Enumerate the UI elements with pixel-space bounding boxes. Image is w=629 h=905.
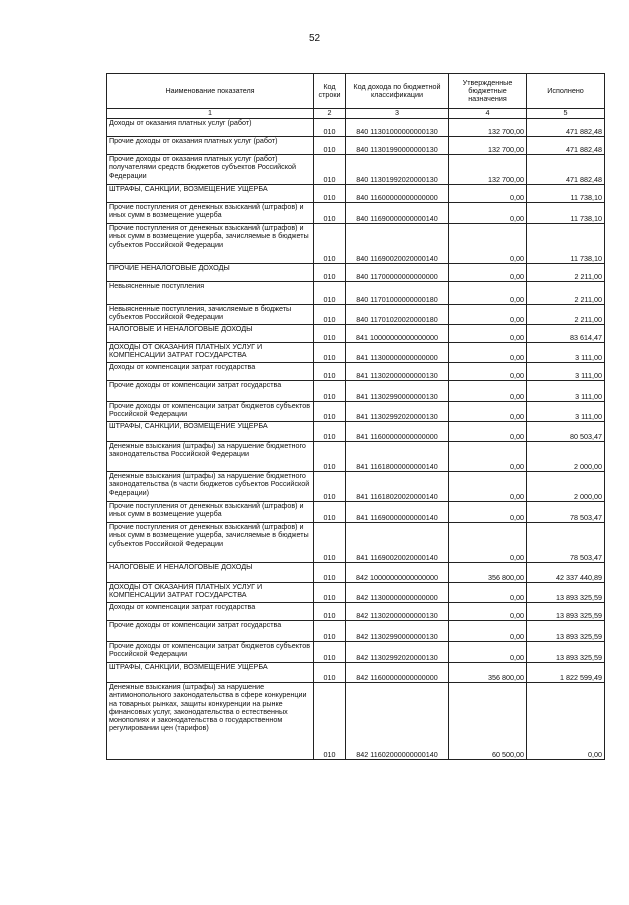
- income-code-cell: 841 10000000000000000: [346, 325, 449, 343]
- executed-amount-cell: 471 882,48: [527, 119, 605, 137]
- table-row: [107, 603, 605, 621]
- approved-amount-cell: 0,00: [449, 224, 527, 264]
- line-code-cell: 010: [314, 155, 346, 185]
- line-code-cell: 010: [314, 381, 346, 402]
- approved-amount-cell: 0,00: [449, 642, 527, 663]
- indicator-name-cell: Денежные взыскания (штрафы) за нарушение бюджетного законодательства Российской Федерации: [107, 442, 314, 472]
- table-row: [107, 282, 605, 305]
- table-row: [107, 683, 605, 760]
- line-code-cell: 010: [314, 282, 346, 305]
- executed-amount-cell: 3 111,00: [527, 363, 605, 381]
- approved-amount-cell: 0,00: [449, 502, 527, 523]
- line-code-cell: 010: [314, 583, 346, 603]
- executed-amount-cell: 2 211,00: [527, 305, 605, 325]
- approved-amount-cell: 356 800,00: [449, 663, 527, 683]
- executed-amount-cell: 13 893 325,59: [527, 603, 605, 621]
- income-code-cell: 840 11700000000000000: [346, 264, 449, 282]
- table-row: [107, 402, 605, 422]
- table-row: [107, 155, 605, 185]
- line-code-cell: 010: [314, 343, 346, 363]
- executed-amount-cell: 11 738,10: [527, 203, 605, 224]
- income-code-cell: 840 11690020020000140: [346, 224, 449, 264]
- line-code-cell: 010: [314, 563, 346, 583]
- executed-amount-cell: 2 211,00: [527, 282, 605, 305]
- table-row: [107, 185, 605, 203]
- approved-amount-cell: 132 700,00: [449, 155, 527, 185]
- income-code-cell: 840 11690000000000140: [346, 203, 449, 224]
- table-row: [107, 203, 605, 224]
- executed-amount-cell: 3 111,00: [527, 343, 605, 363]
- indicator-name-cell: Прочие доходы от компенсации затрат бюджетов субъектов Российской Федерации: [107, 642, 314, 663]
- executed-amount-cell: 1 822 599,49: [527, 663, 605, 683]
- income-code-cell: 842 11602000000000140: [346, 683, 449, 760]
- executed-amount-cell: 80 503,47: [527, 422, 605, 442]
- line-code-cell: 010: [314, 442, 346, 472]
- indicator-name-cell: ПРОЧИЕ НЕНАЛОГОВЫЕ ДОХОДЫ: [107, 264, 314, 282]
- line-code-cell: 010: [314, 264, 346, 282]
- line-code-cell: 010: [314, 203, 346, 224]
- approved-amount-cell: 132 700,00: [449, 137, 527, 155]
- approved-amount-cell: 0,00: [449, 523, 527, 563]
- income-code-cell: 842 11302992020000130: [346, 642, 449, 663]
- executed-amount-cell: 471 882,48: [527, 155, 605, 185]
- indicator-name-cell: ШТРАФЫ, САНКЦИИ, ВОЗМЕЩЕНИЕ УЩЕРБА: [107, 422, 314, 442]
- indicator-name-cell: НАЛОГОВЫЕ И НЕНАЛОГОВЫЕ ДОХОДЫ: [107, 563, 314, 583]
- line-code-cell: 010: [314, 502, 346, 523]
- table-row: [107, 119, 605, 137]
- line-code-cell: 010: [314, 224, 346, 264]
- approved-amount-cell: 0,00: [449, 305, 527, 325]
- indicator-name-cell: Прочие поступления от денежных взысканий (штрафов) и иных сумм в возмещение ущерба: [107, 203, 314, 224]
- income-code-cell: 840 11600000000000000: [346, 185, 449, 203]
- income-code-cell: 842 11600000000000000: [346, 663, 449, 683]
- approved-amount-cell: 0,00: [449, 472, 527, 502]
- executed-amount-cell: 78 503,47: [527, 502, 605, 523]
- income-code-cell: 840 11301990000000130: [346, 137, 449, 155]
- table-body: [107, 119, 605, 760]
- table-row: [107, 472, 605, 502]
- header-approved: Утвержденные бюджетные назначения: [449, 74, 527, 109]
- approved-amount-cell: 0,00: [449, 621, 527, 642]
- approved-amount-cell: 356 800,00: [449, 563, 527, 583]
- line-code-cell: 010: [314, 402, 346, 422]
- executed-amount-cell: 78 503,47: [527, 523, 605, 563]
- line-code-cell: 010: [314, 603, 346, 621]
- line-code-cell: 010: [314, 185, 346, 203]
- indicator-name-cell: Прочие доходы от оказания платных услуг (работ) получателями средств бюджетов субъектов Российской Федерации: [107, 155, 314, 185]
- income-code-cell: 841 11690000000000140: [346, 502, 449, 523]
- table-row: [107, 663, 605, 683]
- indicator-name-cell: Доходы от компенсации затрат государства: [107, 363, 314, 381]
- executed-amount-cell: 2 000,00: [527, 442, 605, 472]
- income-code-cell: 840 11701000000000180: [346, 282, 449, 305]
- executed-amount-cell: 0,00: [527, 683, 605, 760]
- executed-amount-cell: 471 882,48: [527, 137, 605, 155]
- header-executed: Исполнено: [527, 74, 605, 109]
- line-code-cell: 010: [314, 363, 346, 381]
- column-number: 2: [314, 109, 346, 119]
- line-code-cell: 010: [314, 305, 346, 325]
- approved-amount-cell: 0,00: [449, 343, 527, 363]
- executed-amount-cell: 2 000,00: [527, 472, 605, 502]
- table-row: [107, 343, 605, 363]
- executed-amount-cell: 2 211,00: [527, 264, 605, 282]
- income-code-cell: 840 11301992020000130: [346, 155, 449, 185]
- table-row: [107, 563, 605, 583]
- indicator-name-cell: Денежные взыскания (штрафы) за нарушение бюджетного законодательства (в части бюджетов субъектов Российской Федерации): [107, 472, 314, 502]
- executed-amount-cell: 3 111,00: [527, 381, 605, 402]
- executed-amount-cell: 13 893 325,59: [527, 583, 605, 603]
- indicator-name-cell: Невыясненные поступления, зачисляемые в бюджеты субъектов Российской Федерации: [107, 305, 314, 325]
- income-code-cell: 842 11300000000000000: [346, 583, 449, 603]
- income-code-cell: 841 11300000000000000: [346, 343, 449, 363]
- approved-amount-cell: 60 500,00: [449, 683, 527, 760]
- line-code-cell: 010: [314, 325, 346, 343]
- header-income-code: Код дохода по бюджетной классификации: [346, 74, 449, 109]
- indicator-name-cell: НАЛОГОВЫЕ И НЕНАЛОГОВЫЕ ДОХОДЫ: [107, 325, 314, 343]
- column-number: 3: [346, 109, 449, 119]
- line-code-cell: 010: [314, 472, 346, 502]
- table-row: [107, 523, 605, 563]
- line-code-cell: 010: [314, 422, 346, 442]
- income-code-cell: 841 11618020020000140: [346, 472, 449, 502]
- header-name: Наименование показателя: [107, 74, 314, 109]
- header-row: [107, 74, 605, 109]
- indicator-name-cell: Прочие доходы от компенсации затрат бюджетов субъектов Российской Федерации: [107, 402, 314, 422]
- income-code-cell: 841 11302992020000130: [346, 402, 449, 422]
- approved-amount-cell: 0,00: [449, 583, 527, 603]
- indicator-name-cell: Невыясненные поступления: [107, 282, 314, 305]
- income-code-cell: 841 11302990000000130: [346, 381, 449, 402]
- line-code-cell: 010: [314, 663, 346, 683]
- executed-amount-cell: 13 893 325,59: [527, 642, 605, 663]
- page-number: 52: [308, 33, 321, 44]
- approved-amount-cell: 0,00: [449, 442, 527, 472]
- approved-amount-cell: 0,00: [449, 282, 527, 305]
- indicator-name-cell: Прочие поступления от денежных взысканий (штрафов) и иных сумм в возмещение ущерба, зачисляемые в бюджеты субъектов Российской Федерации: [107, 523, 314, 563]
- income-code-cell: 842 11302000000000130: [346, 603, 449, 621]
- executed-amount-cell: 3 111,00: [527, 402, 605, 422]
- approved-amount-cell: 0,00: [449, 422, 527, 442]
- executed-amount-cell: 11 738,10: [527, 224, 605, 264]
- indicator-name-cell: Прочие поступления от денежных взысканий (штрафов) и иных сумм в возмещение ущерба: [107, 502, 314, 523]
- table-row: [107, 325, 605, 343]
- table-row: [107, 381, 605, 402]
- income-code-cell: 841 11302000000000130: [346, 363, 449, 381]
- table-row: [107, 621, 605, 642]
- approved-amount-cell: 0,00: [449, 185, 527, 203]
- column-number: 4: [449, 109, 527, 119]
- table-row: [107, 442, 605, 472]
- income-code-cell: 841 11618000000000140: [346, 442, 449, 472]
- indicator-name-cell: ДОХОДЫ ОТ ОКАЗАНИЯ ПЛАТНЫХ УСЛУГ И КОМПЕНСАЦИИ ЗАТРАТ ГОСУДАРСТВА: [107, 343, 314, 363]
- report-table: [106, 73, 605, 760]
- column-number: 1: [107, 109, 314, 119]
- indicator-name-cell: Прочие доходы от оказания платных услуг (работ): [107, 137, 314, 155]
- approved-amount-cell: 0,00: [449, 203, 527, 224]
- income-code-cell: 840 11701020020000180: [346, 305, 449, 325]
- executed-amount-cell: 13 893 325,59: [527, 621, 605, 642]
- approved-amount-cell: 0,00: [449, 603, 527, 621]
- line-code-cell: 010: [314, 683, 346, 760]
- table-row: [107, 502, 605, 523]
- indicator-name-cell: ШТРАФЫ, САНКЦИИ, ВОЗМЕЩЕНИЕ УЩЕРБА: [107, 185, 314, 203]
- income-code-cell: 840 11301000000000130: [346, 119, 449, 137]
- column-number-row: [107, 109, 605, 119]
- approved-amount-cell: 0,00: [449, 381, 527, 402]
- indicator-name-cell: Прочие доходы от компенсации затрат государства: [107, 381, 314, 402]
- approved-amount-cell: 132 700,00: [449, 119, 527, 137]
- approved-amount-cell: 0,00: [449, 325, 527, 343]
- line-code-cell: 010: [314, 137, 346, 155]
- indicator-name-cell: ШТРАФЫ, САНКЦИИ, ВОЗМЕЩЕНИЕ УЩЕРБА: [107, 663, 314, 683]
- indicator-name-cell: Прочие доходы от компенсации затрат государства: [107, 621, 314, 642]
- table-row: [107, 642, 605, 663]
- table-row: [107, 583, 605, 603]
- income-code-cell: 842 11302990000000130: [346, 621, 449, 642]
- table-row: [107, 422, 605, 442]
- approved-amount-cell: 0,00: [449, 402, 527, 422]
- indicator-name-cell: Прочие поступления от денежных взысканий (штрафов) и иных сумм в возмещение ущерба, зачисляемые в бюджеты субъектов Российской Федерации: [107, 224, 314, 264]
- table-row: [107, 224, 605, 264]
- table-row: [107, 264, 605, 282]
- indicator-name-cell: Доходы от оказания платных услуг (работ): [107, 119, 314, 137]
- header-line-code: Код строки: [314, 74, 346, 109]
- income-code-cell: 841 11690020020000140: [346, 523, 449, 563]
- approved-amount-cell: 0,00: [449, 363, 527, 381]
- table-row: [107, 363, 605, 381]
- indicator-name-cell: ДОХОДЫ ОТ ОКАЗАНИЯ ПЛАТНЫХ УСЛУГ И КОМПЕНСАЦИИ ЗАТРАТ ГОСУДАРСТВА: [107, 583, 314, 603]
- executed-amount-cell: 11 738,10: [527, 185, 605, 203]
- table-row: [107, 137, 605, 155]
- line-code-cell: 010: [314, 621, 346, 642]
- line-code-cell: 010: [314, 119, 346, 137]
- indicator-name-cell: Доходы от компенсации затрат государства: [107, 603, 314, 621]
- income-code-cell: 841 11600000000000000: [346, 422, 449, 442]
- column-number: 5: [527, 109, 605, 119]
- executed-amount-cell: 83 614,47: [527, 325, 605, 343]
- line-code-cell: 010: [314, 642, 346, 663]
- line-code-cell: 010: [314, 523, 346, 563]
- table-row: [107, 305, 605, 325]
- executed-amount-cell: 42 337 440,89: [527, 563, 605, 583]
- income-code-cell: 842 10000000000000000: [346, 563, 449, 583]
- indicator-name-cell: Денежные взыскания (штрафы) за нарушение антимонопольного законодательства в сфере конкуренции на товарных рынках, защиты конкуренции на рынке финансовых услуг, законодательства о естественных монополиях и законодательства о государственном регулировании цен (тарифов): [107, 683, 314, 760]
- approved-amount-cell: 0,00: [449, 264, 527, 282]
